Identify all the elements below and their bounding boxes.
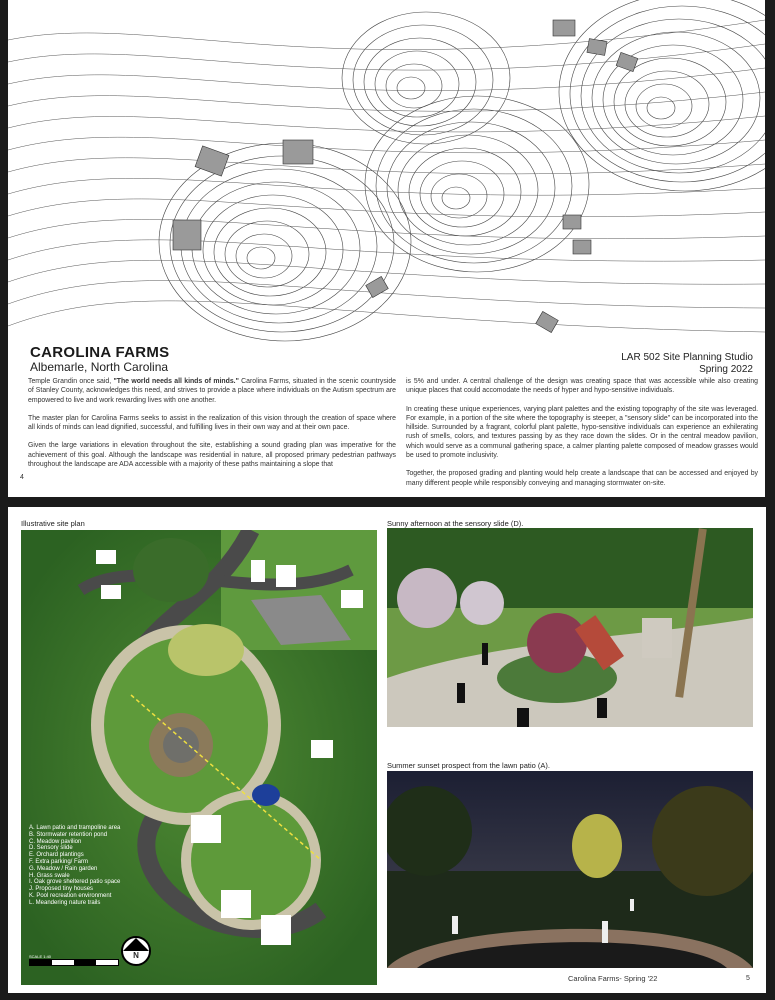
footer: Carolina Farms- Spring '22: [568, 974, 658, 983]
building-footprint: [195, 146, 229, 176]
legend-item: F. Extra parking/ Farm: [29, 858, 89, 865]
contour-line: [8, 178, 765, 195]
legend-item: B. Stormwater retention pond: [29, 831, 108, 838]
course-term: Spring 2022: [699, 364, 753, 375]
contour-line: [8, 92, 765, 111]
project-title: CAROLINA FARMS: [30, 344, 170, 361]
contour-line: [375, 51, 459, 117]
project-location: Albemarle, North Carolina: [30, 360, 169, 374]
contour-line: [8, 116, 765, 132]
paragraph-intro: [28, 377, 396, 405]
contour-line: [8, 260, 765, 284]
contour-line: [225, 221, 309, 287]
contour-line: [398, 135, 538, 245]
building-footprint: [553, 20, 575, 36]
paragraph: Together, the proposed grading and planting would help create a landscape that can be accessed and enjoyed by many different people while responsibly conveying and managing stormwater on-site.: [406, 470, 758, 487]
contour-line: [342, 12, 510, 144]
contour-line: [8, 301, 765, 332]
plan-caption: Illustrative site plan: [21, 519, 85, 528]
intro-text: Temple Grandin once said,: [28, 378, 114, 385]
contour-line: [420, 161, 504, 227]
course-info: [621, 352, 753, 376]
building-footprint: [283, 140, 313, 164]
contour-line: [8, 44, 765, 70]
legend-item: H. Grass swale: [29, 872, 70, 879]
contour-line: [236, 234, 292, 278]
plan-legend: [29, 825, 120, 907]
text-column-right: [406, 377, 758, 497]
building-footprint: [587, 39, 607, 56]
photo2-caption: Summer sunset prospect from the lawn patio (A).: [387, 761, 550, 770]
legend-item: D. Sensory slide: [29, 845, 73, 852]
legend-item: K. Pool recreation environment: [29, 892, 112, 899]
contour-line: [647, 97, 675, 119]
contour-line: [247, 247, 275, 269]
contour-line: [8, 199, 765, 217]
building-footprint: [536, 311, 559, 332]
contour-line: [8, 281, 765, 308]
paragraph-cont: is 5% and under. A central challenge of the design was creating space that was accessible while also creating unique places that could accomodate the needs of hyper and hypo-sensitive individuals.: [406, 378, 758, 395]
scale-bar: [29, 954, 119, 966]
illustrative-site-plan: [21, 530, 377, 985]
legend-item: G. Meadow / Rain garden: [29, 865, 98, 872]
paragraph: In creating these unique experiences, varying plant palettes and the existing topography of the site was leveraged. For example, in a portion of the site where the topography is steeper, a "sensory slide" can be incorporated into the hillside. Surrounded by a fragrant, colorful plant palette, hypo-sensitive individuals can experience an exhilerating rush of smells, colors, and textures passing by as they race down the slides. Or in the central meadow pavilion, which would serve as a communal gathering space, a calmer planting palette composed of meadow grasses would be used to promote inclusivity.: [406, 405, 758, 460]
building-footprint: [173, 220, 201, 250]
contour-line: [636, 84, 692, 128]
sensory-slide-rendering: [387, 528, 753, 727]
contour-line: [581, 19, 765, 173]
sunset-patio-rendering: [387, 771, 753, 968]
left-page: [8, 0, 765, 497]
paragraph: The master plan for Carolina Farms seeks to assist in the realization of this vision through the creation of space where all kinds of minds can lead dignified, successful, and fulfilling lives in their own way and at their own pace.: [28, 414, 396, 432]
legend-item: C. Meadow pavilion: [29, 838, 82, 845]
text-column-left: [28, 377, 396, 478]
legend-item: I. Oak grove sheltered patio space: [29, 879, 121, 886]
north-label: N: [133, 951, 139, 960]
contour-line: [442, 187, 470, 209]
building-footprint: [573, 240, 591, 254]
photo1-caption: Sunny afternoon at the sensory slide (D).: [387, 519, 524, 528]
contour-line: [353, 25, 493, 135]
contour-line: [386, 64, 442, 108]
contour-line: [8, 68, 765, 91]
page-number: 4: [20, 474, 24, 481]
scale-label: SCALE 1:40: [29, 954, 52, 959]
contour-line: [592, 32, 760, 164]
contour-line: [8, 240, 765, 261]
building-footprint: [366, 276, 389, 297]
right-page: [8, 507, 766, 993]
contour-line: [8, 137, 765, 153]
contour-line: [397, 77, 425, 99]
course-name: LAR 502 Site Planning Studio: [621, 352, 753, 363]
legend-item: A. Lawn patio and trampoline area: [29, 825, 121, 831]
grading-plan-drawing: [8, 0, 765, 345]
building-footprint: [563, 215, 581, 229]
contour-line: [181, 169, 377, 323]
contour-line: [8, 158, 765, 174]
contour-line: [431, 174, 487, 218]
building-footprint: [616, 52, 638, 71]
contour-line: [387, 122, 555, 254]
grandin-quote: "The world needs all kinds of minds.": [113, 378, 239, 385]
legend-item: L. Meandering nature trails: [29, 899, 101, 906]
legend-item: E. Orchard plantings: [29, 852, 84, 859]
paragraph: Given the large variations in elevation throughout the site, establishing a sound grading plan was imperative for the achievement of this goal. Although the landscape was residential in nature, all proposed primary pedestrian pathways throughout the landscape are ADA accessible with a majority of these paths maintaining a slope that: [28, 442, 396, 469]
page-number: 5: [746, 975, 750, 982]
north-arrow-icon: [121, 936, 151, 966]
intro-text-cont: Carolina Farms, situated in the scenic countryside of Stanley County, acknowledges this need, and strives to provide a place where individuals on the Autism spectrum are empowered to live and work rewarding lives with one another.: [28, 378, 396, 404]
legend-item: J. Proposed tiny houses: [29, 886, 94, 893]
